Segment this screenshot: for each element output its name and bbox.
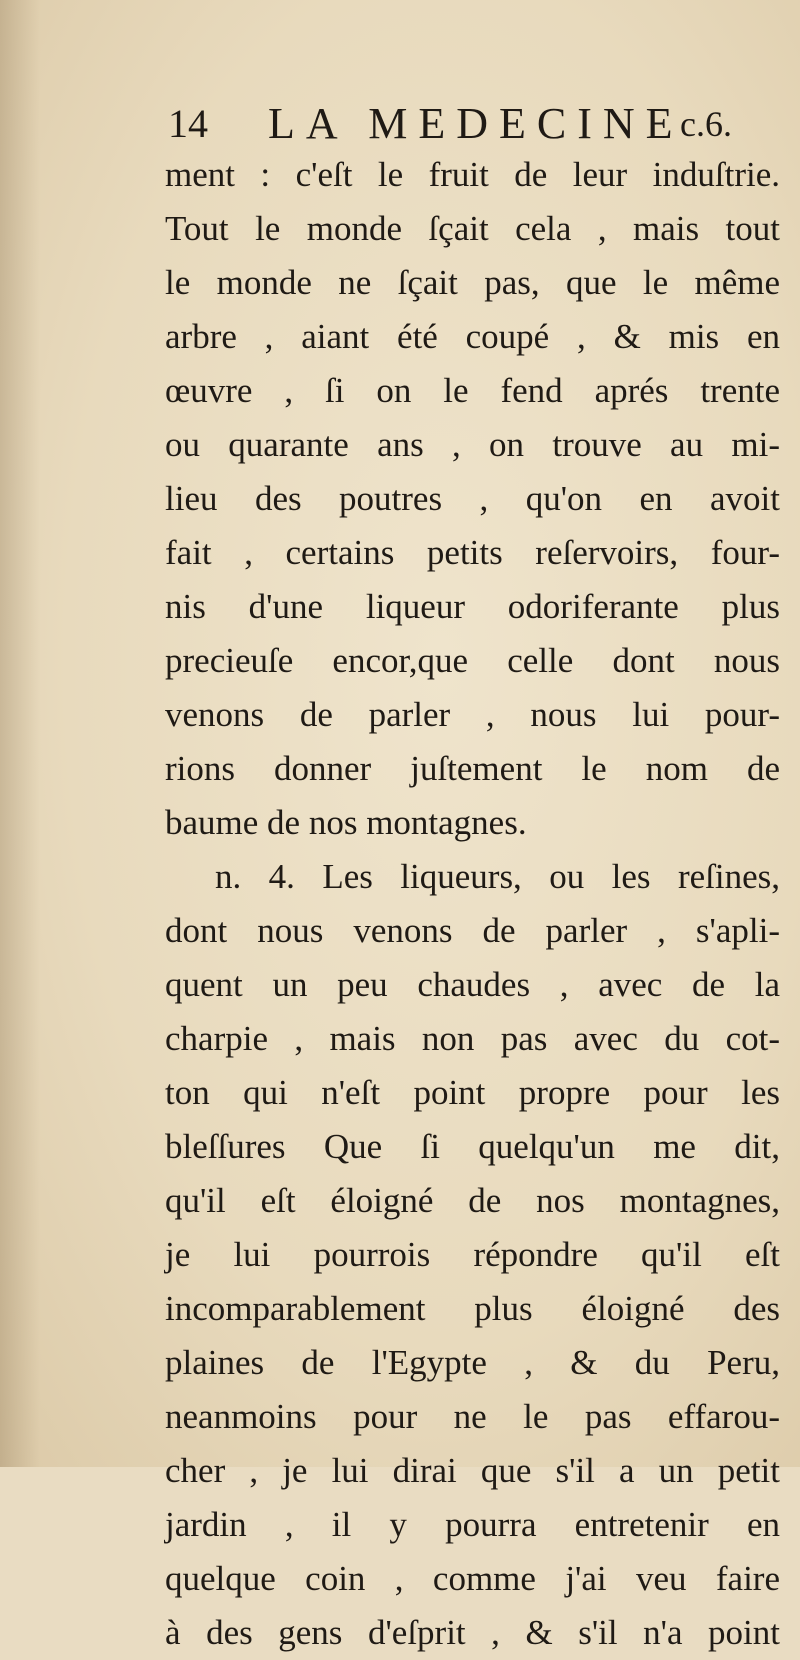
text-line: ou quarante ans , on trouve au mi- — [165, 425, 780, 464]
text-line: quent un peu chaudes , avec de la — [165, 965, 780, 1004]
body-text — [165, 148, 780, 1660]
text-line: lieu des poutres , qu'on en avoit — [165, 479, 780, 518]
page-number: 14 — [168, 101, 208, 146]
text-line: charpie , mais non pas avec du cot- — [165, 1019, 780, 1058]
text-line: bleſſures Que ſi quelqu'un me dit, — [165, 1127, 780, 1166]
text-line: quelque coin , comme j'ai veu faire — [165, 1559, 780, 1598]
text-line: cher , je lui dirai que s'il a un petit — [165, 1451, 780, 1490]
text-line: ton qui n'eſt point propre pour les — [165, 1073, 780, 1112]
paragraph-end-line: baume de nos montagnes. — [165, 803, 527, 842]
text-line: plaines de l'Egypte , & du Peru, — [165, 1343, 780, 1382]
paragraph-start-line: n. 4. Les liqueurs, ou les reſines, — [215, 857, 780, 896]
text-line: venons de parler , nous lui pour- — [165, 695, 780, 734]
running-title: LA MEDECINE — [268, 99, 684, 148]
text-line: œuvre , ſi on le fend aprés trente — [165, 371, 780, 410]
text-line: incomparablement plus éloigné des — [165, 1289, 780, 1328]
text-line: fait , certains petits reſervoirs, four- — [165, 533, 780, 572]
text-line: nis d'une liqueur odoriferante plus — [165, 587, 780, 626]
text-line: à des gens d'eſprit , & s'il n'a point — [165, 1613, 780, 1652]
text-line: dont nous venons de parler , s'apli- — [165, 911, 780, 950]
page-gutter-shadow — [0, 0, 40, 1467]
text-line: je lui pourrois répondre qu'il eſt — [165, 1235, 780, 1274]
text-line: ment : c'eſt le fruit de leur induſtrie. — [165, 155, 780, 194]
text-line: precieuſe encor,que celle dont nous — [165, 641, 780, 680]
text-line: qu'il eſt éloigné de nos montagnes, — [165, 1181, 780, 1220]
text-line: le monde ne ſçait pas, que le même — [165, 263, 780, 302]
chapter-reference: c.6. — [680, 104, 732, 144]
text-line: Tout le monde ſçait cela , mais tout — [165, 209, 780, 248]
text-line: neanmoins pour ne le pas effarou- — [165, 1397, 780, 1436]
text-line: rions donner juſtement le nom de — [165, 749, 780, 788]
running-header — [168, 96, 798, 152]
text-line: jardin , il y pourra entretenir en — [165, 1505, 780, 1544]
text-line: arbre , aiant été coupé , & mis en — [165, 317, 780, 356]
